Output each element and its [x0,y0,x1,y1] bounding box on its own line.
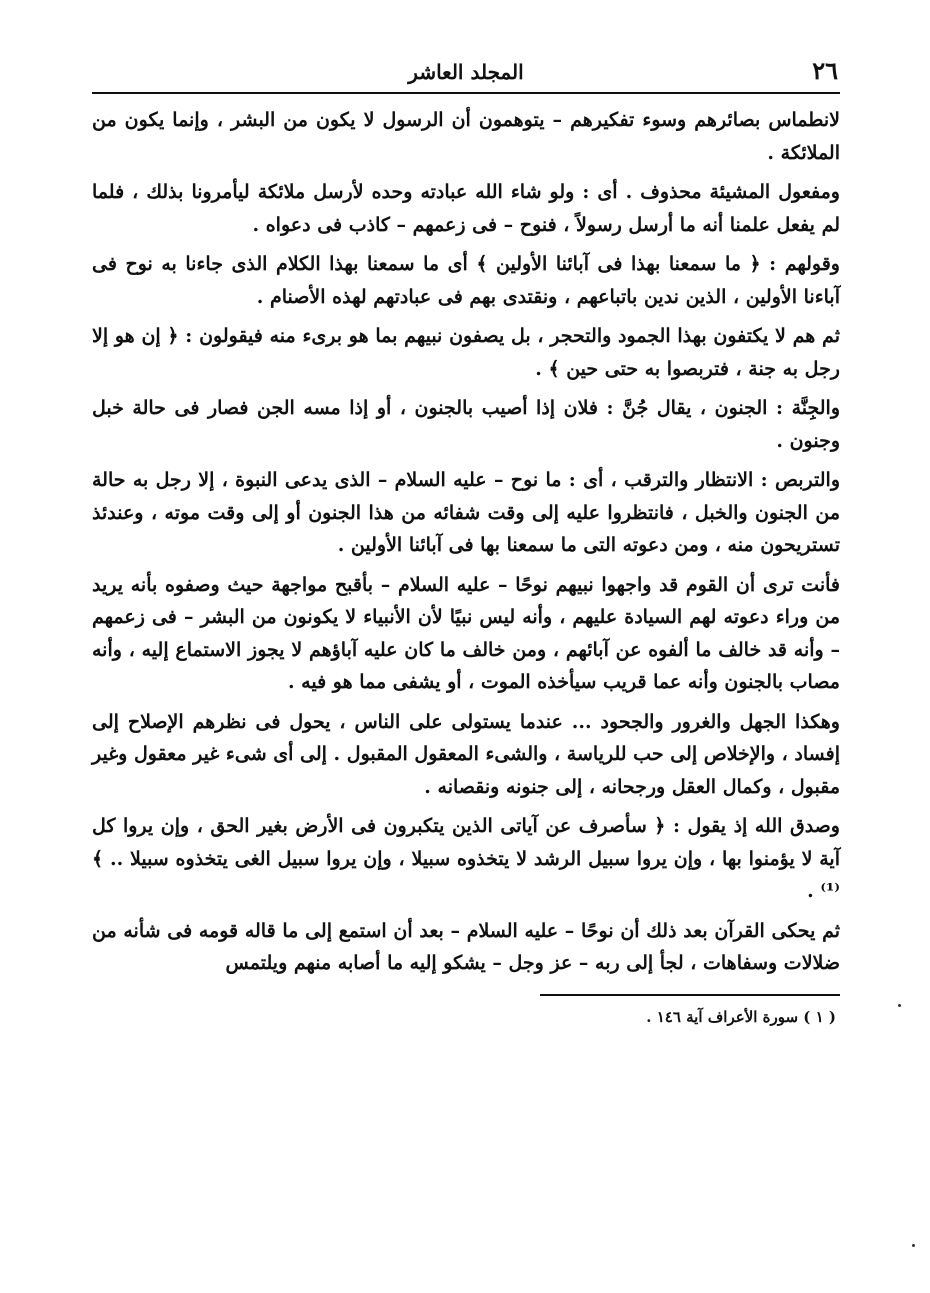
footnote: ( ١ ) سورة الأعراف آية ١٤٦ . [646,1007,836,1026]
body-text [92,104,840,980]
paragraph: وهكذا الجهل والغرور والجحود ... عندما يستولى على الناس ، يحول فى نظرهم الإصلاح إلى إفساد ، والإخلاص إلى حب للرياسة ، والشىء المعقول المقبول . إلى أى شىء غير معقول وغير مقبول ، وكمال العقل ورجحانه ، إلى جنونه ونقصانه . [92,710,840,798]
scan-speck [912,1244,915,1247]
paragraph: والجِنَّة : الجنون ، يقال جُنَّ : فلان إذا أصيب بالجنون ، أو إذا مسه الجن فصار فى حالة خبل وجنون . [92,397,840,452]
paragraph: ومفعول المشيئة محذوف . أى : ولو شاء الله عبادته وحده لأرسل ملائكة ليأمرونا بذلك ، فلما لم يفعل علمنا أنه ما أرسل رسولاً ، فنوح – فى زعمهم – كاذب فى دعواه . [92,181,840,236]
paragraph: ثم يحكى القرآن بعد ذلك أن نوحًا – عليه السلام – بعد أن استمع إلى ما قاله قومه فى شأنه من ضلالات وسفاهات ، لجأ إلى ربه – عز وجل – يشكو إليه ما أصابه منهم ويلتمس [92,919,840,974]
paragraph: لانطماس بصائرهم وسوء تفكيرهم – يتوهمون أن الرسول لا يكون من البشر ، وإنما يكون من الملائكة . [92,109,840,164]
page-header [92,52,840,94]
running-head: المجلد العاشر [408,60,524,84]
paragraph: فأنت ترى أن القوم قد واجهوا نبيهم نوحًا – عليه السلام – بأقبح مواجهة حيث وصفوه بأنه يريد من وراء دعوته لهم السيادة عليهم ، وأنه ليس نبيًا لأن الأنبياء لا يكونون من البشر – فى زعمهم – وأنه قد خالف ما ألفوه عن آبائهم ، ومن خالف ما كان عليه آباؤهم لا يجوز الاستماع إليه ، وأنه مصاب بالجنون وأنه عما قريب سيأخذه الموت ، أو يشفى مما هو فيه . [92,573,840,693]
paragraph: ثم هم لا يكتفون بهذا الجمود والتحجر ، بل يصفون نبيهم بما هو برىء منه فيقولون : ﴿ إن هو إلا رجل به جنة ، فتربصوا به حتى حين ﴾ . [92,325,840,380]
page-number: ٢٦ [812,56,838,85]
paragraph: وقولهم : ﴿ ما سمعنا بهذا فى آبائنا الأولين ﴾ أى ما سمعنا بهذا الكلام الذى جاءنا به نوح فى آباءنا الأولين ، الذين ندين باتباعهم ، ونقتدى بهم فى عبادتهم لهذه الأصنام . [92,253,840,308]
scan-speck [898,1004,901,1007]
paragraph: وصدق الله إذ يقول : ﴿ سأصرف عن آياتى الذين يتكبرون فى الأرض بغير الحق ، وإن يروا كل آية لا يؤمنوا بها ، وإن يروا سبيل الرشد لا يتخذوه سبيلا ، وإن يروا سبيل الغى يتخذوه سبيلا .. ﴾⁽¹⁾ . [92,815,840,902]
paragraph: والتربص : الانتظار والترقب ، أى : ما نوح – عليه السلام – الذى يدعى النبوة ، إلا رجل به حالة من الجنون والخبل ، فانتظروا عليه إلى وقت شفائه من هذا الجنون أو إلى وقت موته ، وعندئذ تستريحون منه ، ومن دعوته التى ما سمعنا بها فى آبائنا الأولين . [92,469,840,556]
book-page [92,52,840,1030]
footnote-divider [540,994,840,996]
